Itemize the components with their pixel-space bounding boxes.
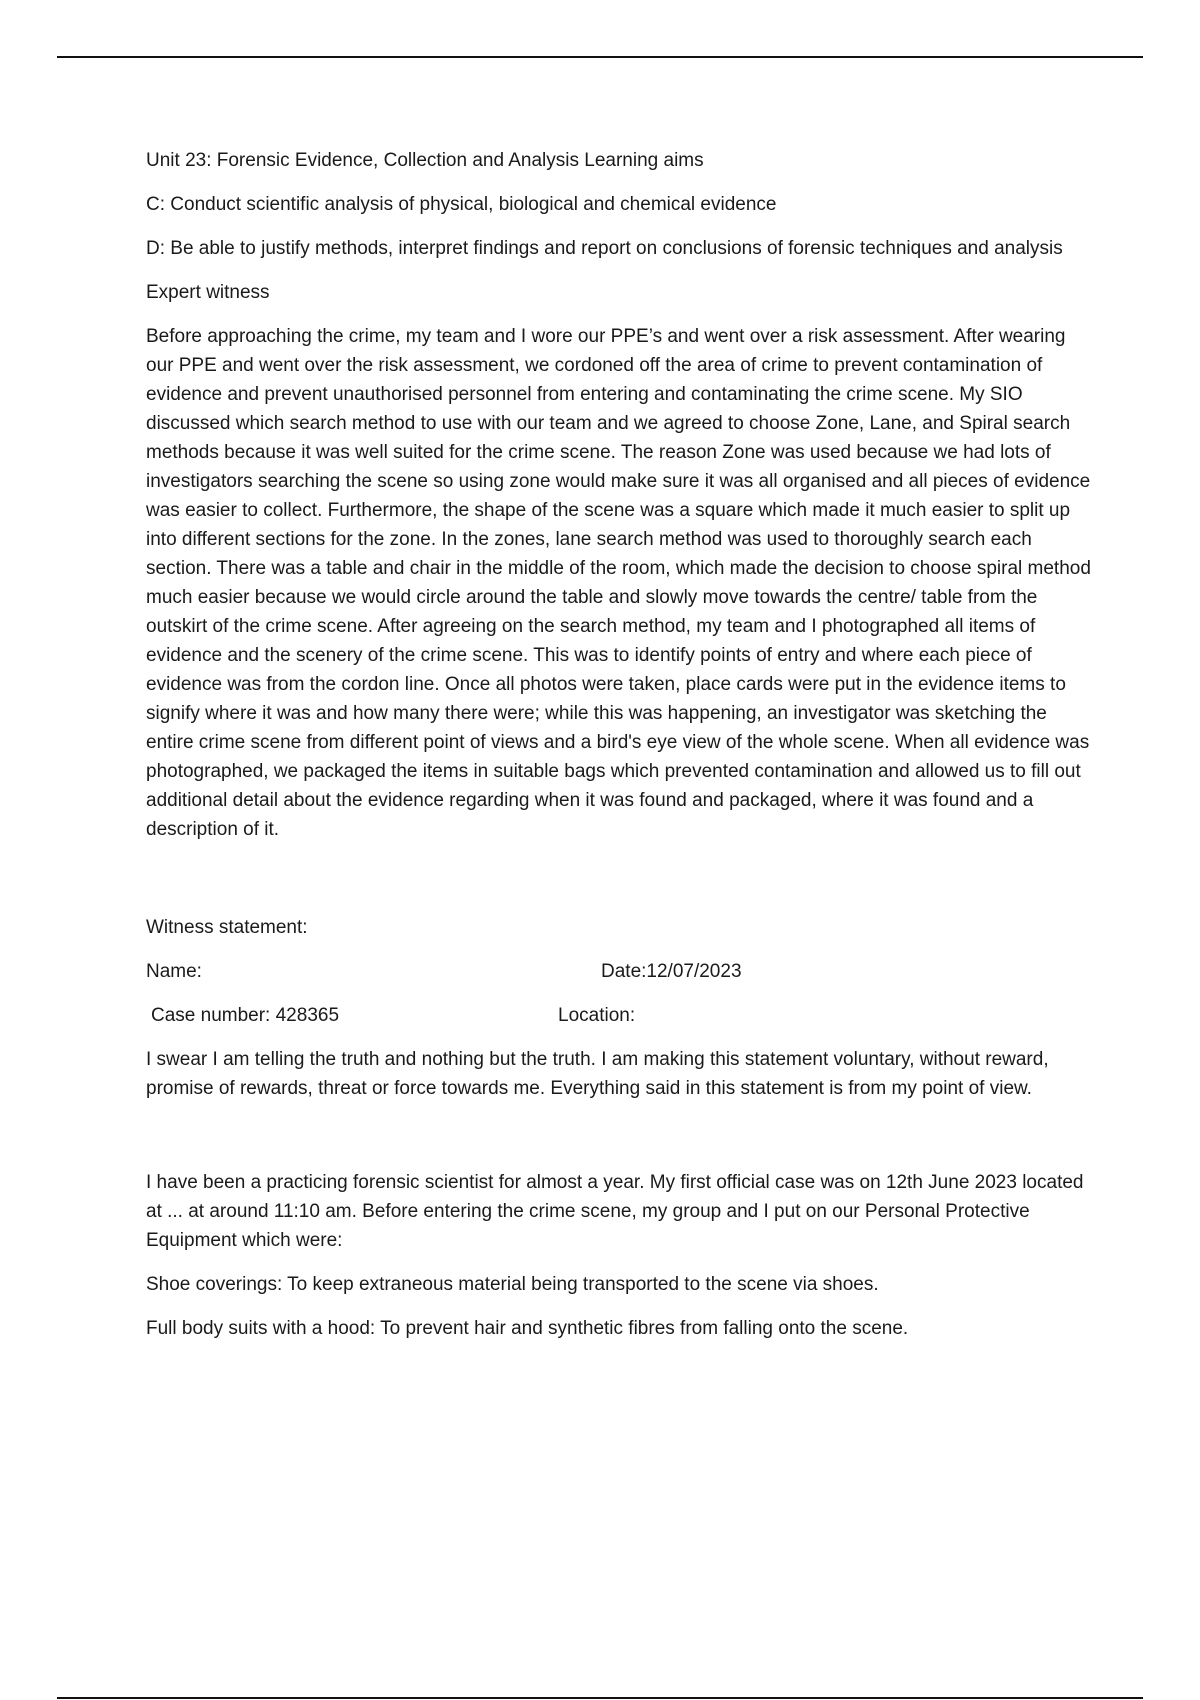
header-rule <box>57 56 1143 58</box>
witness-statement-heading: Witness statement: <box>146 917 308 938</box>
section-spacer <box>146 1118 1096 1168</box>
expert-witness-paragraph: Before approaching the crime, my team and I wore our PPE’s and went over a risk assessment. After wearing our PPE and went over the risk assessment, we cordoned off the area of crime to prevent contamination of evidence and prevent unauthorised personnel from entering and contaminating the crime scene. My SIO discussed which search method to use with our team and we agreed to choose Zone, Lane, and Spiral search methods because it was well suited for the crime scene. The reason Zone was used because we had lots of investigators searching the scene so using zone would make sure it was all organised and all pieces of evidence was easier to collect. Furthermore, the shape of the scene was a square which made it much easier to split up into different sections for the zone. In the zones, lane search method was used to thoroughly search each section. There was a table and chair in the middle of the room, which made the decision to choose spiral method much easier because we would circle around the table and slowly move towards the centre/ table from the outskirt of the crime scene. After agreeing on the search method, my team and I photographed all items of evidence and the scenery of the crime scene. This was to identify points of entry and where each piece of evidence was from the cordon line. Once all photos were taken, place cards were put in the evidence items to signify where it was and how many there were; while this was happening, an investigator was sketching the entire crime scene from different point of views and a bird's eye view of the whole scene. When all evidence was photographed, we packaged the items in suitable bags which prevented contamination and allowed us to fill out additional detail about the evidence regarding when it was found and packaged, where it was found and a description of it. <box>146 326 1091 840</box>
learning-aim-c: C: Conduct scientific analysis of physical, biological and chemical evidence <box>146 194 777 215</box>
case-number-label: Case number: 428365 <box>151 1005 340 1026</box>
footer-rule <box>57 1697 1143 1699</box>
unit-heading: Unit 23: Forensic Evidence, Collection and Analysis Learning aims <box>146 150 704 171</box>
location-label: Location: <box>558 1005 636 1026</box>
ppe-shoe-coverings: Shoe coverings: To keep extraneous material being transported to the scene via shoes. <box>146 1274 879 1295</box>
experience-paragraph: I have been a practicing forensic scientist for almost a year. My first official case was on 12th June 2023 located at ... at around 11:10 am. Before entering the crime scene, my group and I put on our Personal Protective Equipment which were: <box>146 1172 1084 1251</box>
document-body <box>146 146 1096 1358</box>
oath-paragraph: I swear I am telling the truth and nothing but the truth. I am making this statement voluntary, without reward, promise of rewards, threat or force towards me. Everything said in this statement is from my point of view. <box>146 1049 1049 1099</box>
learning-aim-d: D: Be able to justify methods, interpret findings and report on conclusions of forensic techniques and analysis <box>146 238 1063 259</box>
expert-witness-heading: Expert witness <box>146 282 270 303</box>
ppe-full-body-suits: Full body suits with a hood: To prevent hair and synthetic fibres from falling onto the scene. <box>146 1318 909 1339</box>
name-label: Name: <box>146 961 202 982</box>
name-date-row <box>146 957 1096 986</box>
case-location-row <box>146 1001 1096 1030</box>
date-label: Date:12/07/2023 <box>601 961 742 982</box>
section-spacer <box>146 859 1096 913</box>
